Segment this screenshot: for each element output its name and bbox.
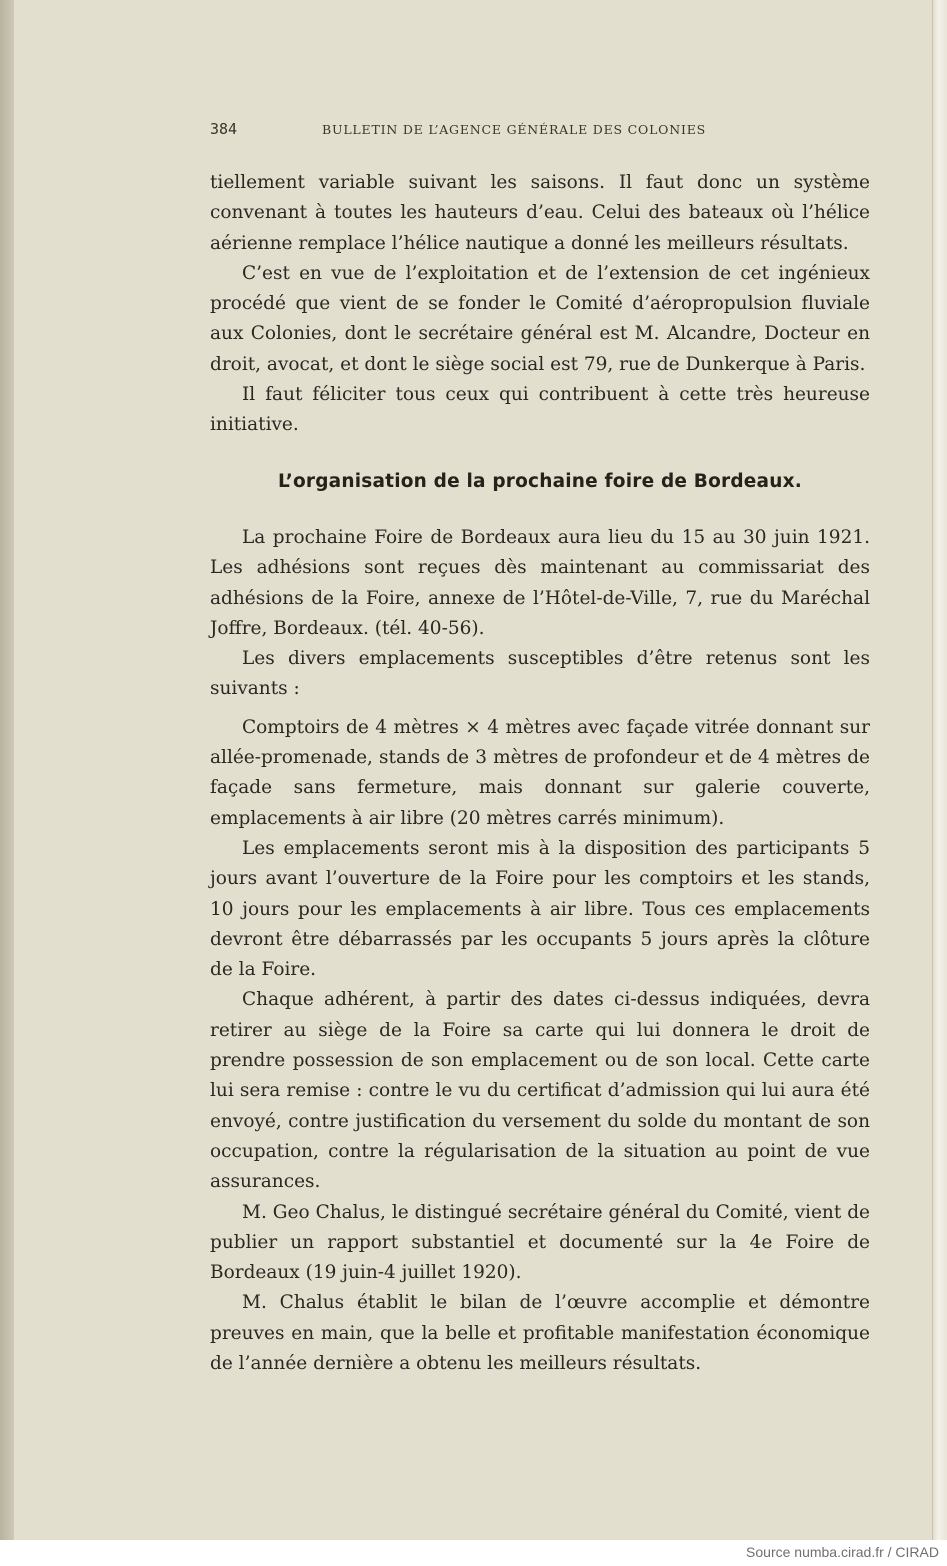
- book-spine-edge: [0, 0, 14, 1540]
- paragraph: Chaque adhérent, à partir des dates ci-dessus indiquées, devra retirer au siège de la Foire sa carte qui lui donnera le droit de prendre possession de son emplacement ou de son local. Cette carte lui sera remise : contre le vu du certificat d’admission qui lui aura été envoyé, contre justification du versement du solde du montant de son occupation, contre la régularisation de la situation au point de vue assurances.: [210, 989, 870, 1193]
- paragraph: Il faut féliciter tous ceux qui contribuent à cette très heureuse initiative.: [210, 384, 870, 436]
- paragraph: tiellement variable suivant les saisons. Il faut donc un système convenant à toutes les hauteurs d’eau. Celui des bateaux où l’hélice aérienne remplace l’hélice nautique a donné les meilleurs résultats.: [210, 172, 870, 254]
- page-header: [210, 120, 870, 142]
- section-heading: L’organisation de la prochaine foire de Bordeaux.: [278, 470, 802, 492]
- paragraph: M. Geo Chalus, le distingué secrétaire général du Comité, vient de publier un rapport substantiel et documenté sur la 4e Foire de Bordeaux (19 juin-4 juillet 1920).: [210, 1201, 870, 1284]
- paragraph: Les emplacements seront mis à la disposition des participants 5 jours avant l’ouverture de la Foire pour les comptoirs et les stands, 10 jours pour les emplacements à air libre. Tous ces emplacements devront être débarrassés par les occupants 5 jours après la clôture de la Foire.: [210, 837, 870, 981]
- paragraph: Les divers emplacements susceptibles d’être retenus sont les suivants :: [210, 648, 870, 700]
- paragraph: M. Chalus établit le bilan de l’œuvre accomplie et démontre preuves en main, que la belle et profitable manifestation économique de l’année dernière a obtenu les meilleurs résultats.: [210, 1292, 870, 1374]
- paragraph: C’est en vue de l’exploitation et de l’extension de cet ingénieux procédé que vient de se fonder le Comité d’aéropropulsion fluviale aux Colonies, dont le secrétaire général est M. Alcandre, Docteur en droit, avocat, et dont le siège social est 79, rue de Dunkerque à Paris.: [210, 262, 870, 375]
- source-bar: [0, 1540, 947, 1566]
- page-stack-edge: [932, 0, 947, 1540]
- body-text: [210, 168, 870, 1379]
- paragraph: Comptoirs de 4 mètres × 4 mètres avec façade vitrée donnant sur allée-promenade, stands de 3 mètres de profondeur et de 4 mètres de façade sans fermeture, mais donnant sur galerie couverte, emplacements à air libre (20 mètres carrés minimum).: [210, 716, 870, 829]
- page-number: 384: [210, 120, 238, 138]
- running-title: BULLETIN DE L’AGENCE GÉNÉRALE DES COLONIES: [322, 122, 706, 137]
- paragraph: La prochaine Foire de Bordeaux aura lieu du 15 au 30 juin 1921. Les adhésions sont reçues dès maintenant au commissariat des adhésions de la Foire, annexe de l’Hôtel-de-Ville, 7, rue du Maréchal Joffre, Bordeaux. (tél. 40-56).: [210, 526, 870, 639]
- source-credit: Source numba.cirad.fr / CIRAD: [746, 1544, 939, 1560]
